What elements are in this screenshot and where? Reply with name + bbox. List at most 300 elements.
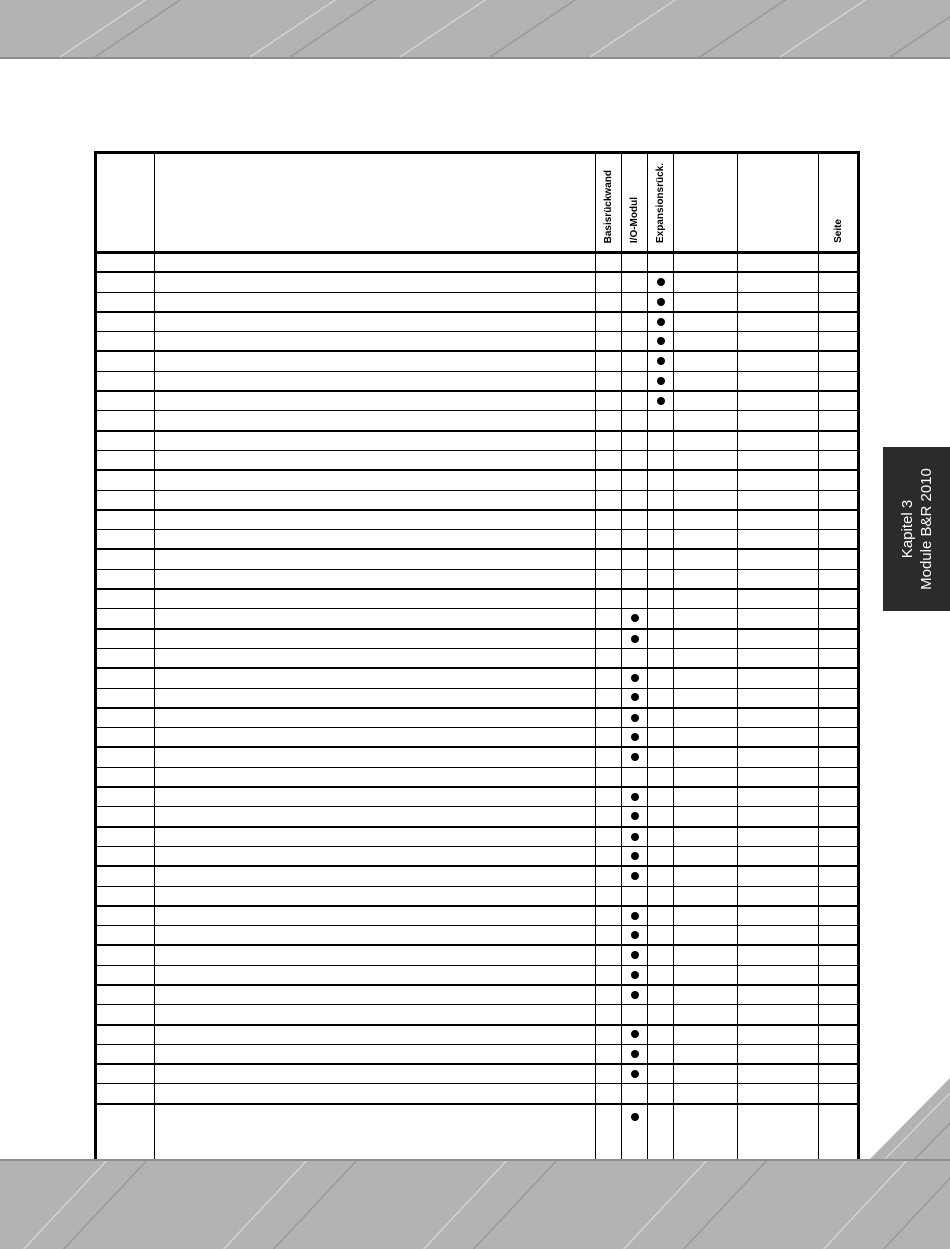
table-row — [96, 253, 859, 273]
cell-col-b — [738, 708, 819, 728]
table-row — [96, 1025, 859, 1045]
cell-col-b — [738, 827, 819, 847]
cell-seite — [819, 332, 859, 352]
cell-expansionsrueck — [648, 431, 674, 451]
cell-col-b — [738, 332, 819, 352]
header-code — [96, 153, 155, 253]
cell-seite — [819, 747, 859, 767]
cell-expansionsrueck — [648, 866, 674, 886]
cell-col-a — [674, 1005, 738, 1025]
cell-col-a — [674, 609, 738, 629]
cell-code — [96, 945, 155, 965]
cell-io-modul — [622, 688, 648, 708]
cell-col-a — [674, 371, 738, 391]
cell-basisrueckwand — [596, 351, 622, 371]
cell-expansionsrueck — [648, 1084, 674, 1104]
cell-code — [96, 1104, 155, 1166]
cell-description — [155, 926, 596, 946]
cell-io-modul — [622, 629, 648, 649]
cell-basisrueckwand — [596, 985, 622, 1005]
cell-seite — [819, 1005, 859, 1025]
cell-basisrueckwand — [596, 629, 622, 649]
table-row — [96, 549, 859, 569]
cell-basisrueckwand — [596, 490, 622, 510]
cell-basisrueckwand — [596, 411, 622, 431]
cell-seite — [819, 688, 859, 708]
table-row — [96, 332, 859, 352]
cell-code — [96, 767, 155, 787]
cell-code — [96, 530, 155, 550]
cell-io-modul — [622, 985, 648, 1005]
table-row — [96, 866, 859, 886]
cell-description — [155, 253, 596, 273]
cell-description — [155, 688, 596, 708]
cell-code — [96, 609, 155, 629]
cell-col-a — [674, 807, 738, 827]
cell-basisrueckwand — [596, 886, 622, 906]
footer-stripes — [0, 1161, 950, 1249]
cell-expansionsrueck — [648, 332, 674, 352]
footer-band — [0, 1159, 950, 1249]
table-row — [96, 965, 859, 985]
cell-col-b — [738, 866, 819, 886]
cell-col-b — [738, 767, 819, 787]
bullet-dot-icon — [631, 714, 639, 722]
cell-code — [96, 332, 155, 352]
cell-basisrueckwand — [596, 1005, 622, 1025]
table-row — [96, 708, 859, 728]
cell-col-a — [674, 431, 738, 451]
cell-seite — [819, 549, 859, 569]
bullet-dot-icon — [631, 614, 639, 622]
cell-code — [96, 510, 155, 530]
table-row — [96, 589, 859, 609]
cell-seite — [819, 253, 859, 273]
cell-code — [96, 272, 155, 292]
cell-col-a — [674, 728, 738, 748]
cell-expansionsrueck — [648, 807, 674, 827]
table-row — [96, 1044, 859, 1064]
cell-expansionsrueck — [648, 846, 674, 866]
cell-code — [96, 629, 155, 649]
cell-description — [155, 1084, 596, 1104]
cell-expansionsrueck — [648, 1064, 674, 1084]
table-row — [96, 292, 859, 312]
cell-code — [96, 846, 155, 866]
cell-seite — [819, 490, 859, 510]
cell-col-b — [738, 945, 819, 965]
chapter-tab[interactable] — [883, 447, 950, 611]
cell-seite — [819, 450, 859, 470]
cell-expansionsrueck — [648, 926, 674, 946]
cell-expansionsrueck — [648, 767, 674, 787]
cell-seite — [819, 629, 859, 649]
cell-col-b — [738, 292, 819, 312]
cell-description — [155, 510, 596, 530]
cell-basisrueckwand — [596, 530, 622, 550]
cell-expansionsrueck — [648, 411, 674, 431]
header-seite: Seite — [819, 153, 859, 253]
cell-io-modul — [622, 371, 648, 391]
cell-io-modul — [622, 807, 648, 827]
bullet-dot-icon — [631, 931, 639, 939]
bullet-dot-icon — [657, 337, 665, 345]
cell-basisrueckwand — [596, 609, 622, 629]
bullet-dot-icon — [631, 693, 639, 701]
bullet-dot-icon — [631, 635, 639, 643]
cell-col-a — [674, 1025, 738, 1045]
cell-seite — [819, 866, 859, 886]
cell-basisrueckwand — [596, 846, 622, 866]
cell-seite — [819, 668, 859, 688]
cell-seite — [819, 846, 859, 866]
cell-col-b — [738, 450, 819, 470]
cell-code — [96, 807, 155, 827]
cell-description — [155, 866, 596, 886]
cell-col-b — [738, 530, 819, 550]
cell-col-a — [674, 708, 738, 728]
cell-basisrueckwand — [596, 926, 622, 946]
cell-col-b — [738, 470, 819, 490]
cell-col-a — [674, 530, 738, 550]
cell-col-b — [738, 807, 819, 827]
cell-code — [96, 431, 155, 451]
bullet-dot-icon — [631, 971, 639, 979]
table-body — [96, 253, 859, 1166]
cell-col-a — [674, 668, 738, 688]
cell-expansionsrueck — [648, 312, 674, 332]
cell-basisrueckwand — [596, 807, 622, 827]
cell-io-modul — [622, 886, 648, 906]
table-row — [96, 827, 859, 847]
header-stripes — [0, 0, 950, 57]
cell-basisrueckwand — [596, 1044, 622, 1064]
table-row — [96, 787, 859, 807]
cell-col-a — [674, 351, 738, 371]
cell-io-modul — [622, 510, 648, 530]
cell-io-modul — [622, 351, 648, 371]
cell-code — [96, 965, 155, 985]
bullet-dot-icon — [631, 1050, 639, 1058]
cell-col-a — [674, 945, 738, 965]
cell-col-a — [674, 866, 738, 886]
cell-basisrueckwand — [596, 668, 622, 688]
cell-description — [155, 272, 596, 292]
cell-seite — [819, 827, 859, 847]
cell-seite — [819, 1084, 859, 1104]
cell-col-b — [738, 648, 819, 668]
cell-expansionsrueck — [648, 827, 674, 847]
cell-expansionsrueck — [648, 648, 674, 668]
cell-basisrueckwand — [596, 589, 622, 609]
table-row — [96, 629, 859, 649]
cell-col-a — [674, 1084, 738, 1104]
cell-col-b — [738, 629, 819, 649]
table-row — [96, 1084, 859, 1104]
bullet-dot-icon — [631, 674, 639, 682]
cell-code — [96, 688, 155, 708]
cell-expansionsrueck — [648, 272, 674, 292]
cell-basisrueckwand — [596, 272, 622, 292]
cell-description — [155, 292, 596, 312]
cell-io-modul — [622, 1005, 648, 1025]
cell-io-modul — [622, 391, 648, 411]
table-row — [96, 926, 859, 946]
cell-col-b — [738, 1104, 819, 1166]
cell-expansionsrueck — [648, 1104, 674, 1166]
cell-basisrueckwand — [596, 767, 622, 787]
cell-seite — [819, 965, 859, 985]
cell-col-a — [674, 1104, 738, 1166]
cell-description — [155, 767, 596, 787]
cell-col-a — [674, 767, 738, 787]
cell-description — [155, 708, 596, 728]
cell-io-modul — [622, 827, 648, 847]
cell-col-a — [674, 292, 738, 312]
cell-io-modul — [622, 1104, 648, 1166]
table-header-row — [96, 153, 859, 253]
cell-seite — [819, 1064, 859, 1084]
cell-expansionsrueck — [648, 747, 674, 767]
cell-code — [96, 569, 155, 589]
cell-io-modul — [622, 747, 648, 767]
cell-col-a — [674, 272, 738, 292]
cell-code — [96, 490, 155, 510]
cell-basisrueckwand — [596, 747, 622, 767]
cell-expansionsrueck — [648, 549, 674, 569]
cell-code — [96, 450, 155, 470]
cell-col-b — [738, 490, 819, 510]
cell-expansionsrueck — [648, 530, 674, 550]
cell-col-b — [738, 846, 819, 866]
table-row — [96, 371, 859, 391]
cell-basisrueckwand — [596, 332, 622, 352]
cell-basisrueckwand — [596, 1025, 622, 1045]
cell-basisrueckwand — [596, 253, 622, 273]
table-row — [96, 411, 859, 431]
table-row — [96, 391, 859, 411]
cell-io-modul — [622, 708, 648, 728]
cell-expansionsrueck — [648, 253, 674, 273]
table-row — [96, 272, 859, 292]
header-col-a — [674, 153, 738, 253]
cell-io-modul — [622, 1084, 648, 1104]
cell-expansionsrueck — [648, 906, 674, 926]
cell-seite — [819, 648, 859, 668]
cell-basisrueckwand — [596, 549, 622, 569]
cell-code — [96, 312, 155, 332]
cell-seite — [819, 272, 859, 292]
cell-code — [96, 1084, 155, 1104]
cell-seite — [819, 787, 859, 807]
cell-io-modul — [622, 846, 648, 866]
cell-description — [155, 827, 596, 847]
table-row — [96, 668, 859, 688]
table-row — [96, 450, 859, 470]
cell-basisrueckwand — [596, 1064, 622, 1084]
cell-io-modul — [622, 1044, 648, 1064]
cell-description — [155, 609, 596, 629]
cell-col-b — [738, 391, 819, 411]
table-row — [96, 767, 859, 787]
cell-expansionsrueck — [648, 629, 674, 649]
cell-description — [155, 886, 596, 906]
cell-code — [96, 866, 155, 886]
cell-seite — [819, 886, 859, 906]
cell-io-modul — [622, 530, 648, 550]
cell-io-modul — [622, 272, 648, 292]
cell-code — [96, 648, 155, 668]
cell-col-b — [738, 312, 819, 332]
table-row — [96, 886, 859, 906]
table-row — [96, 351, 859, 371]
cell-seite — [819, 391, 859, 411]
cell-expansionsrueck — [648, 945, 674, 965]
cell-expansionsrueck — [648, 351, 674, 371]
cell-code — [96, 747, 155, 767]
cell-seite — [819, 985, 859, 1005]
bullet-dot-icon — [631, 872, 639, 880]
cell-expansionsrueck — [648, 1005, 674, 1025]
cell-col-a — [674, 965, 738, 985]
cell-col-a — [674, 510, 738, 530]
cell-col-b — [738, 431, 819, 451]
cell-seite — [819, 569, 859, 589]
table-row — [96, 431, 859, 451]
cell-basisrueckwand — [596, 688, 622, 708]
cell-col-b — [738, 371, 819, 391]
cell-col-b — [738, 272, 819, 292]
bullet-dot-icon — [631, 991, 639, 999]
cell-io-modul — [622, 589, 648, 609]
table-row — [96, 728, 859, 748]
cell-col-a — [674, 688, 738, 708]
cell-io-modul — [622, 787, 648, 807]
cell-code — [96, 253, 155, 273]
table-row — [96, 1104, 859, 1166]
cell-description — [155, 846, 596, 866]
cell-seite — [819, 411, 859, 431]
cell-seite — [819, 431, 859, 451]
cell-col-a — [674, 886, 738, 906]
cell-expansionsrueck — [648, 490, 674, 510]
cell-description — [155, 530, 596, 550]
cell-basisrueckwand — [596, 1104, 622, 1166]
table-row — [96, 945, 859, 965]
bullet-dot-icon — [631, 793, 639, 801]
table-row — [96, 1064, 859, 1084]
cell-code — [96, 549, 155, 569]
cell-description — [155, 371, 596, 391]
cell-basisrueckwand — [596, 965, 622, 985]
cell-io-modul — [622, 490, 648, 510]
cell-seite — [819, 371, 859, 391]
cell-col-b — [738, 1044, 819, 1064]
cell-code — [96, 827, 155, 847]
cell-col-a — [674, 747, 738, 767]
cell-io-modul — [622, 332, 648, 352]
cell-code — [96, 470, 155, 490]
cell-col-a — [674, 490, 738, 510]
cell-col-a — [674, 906, 738, 926]
bullet-dot-icon — [657, 298, 665, 306]
table-row — [96, 846, 859, 866]
cell-seite — [819, 1025, 859, 1045]
cell-col-a — [674, 589, 738, 609]
table-row — [96, 985, 859, 1005]
cell-seite — [819, 926, 859, 946]
cell-col-a — [674, 470, 738, 490]
cell-seite — [819, 1044, 859, 1064]
cell-code — [96, 787, 155, 807]
cell-col-a — [674, 985, 738, 1005]
cell-code — [96, 728, 155, 748]
cell-expansionsrueck — [648, 391, 674, 411]
cell-col-b — [738, 985, 819, 1005]
cell-description — [155, 1104, 596, 1166]
cell-basisrueckwand — [596, 312, 622, 332]
cell-seite — [819, 292, 859, 312]
cell-col-b — [738, 906, 819, 926]
header-basisrueckwand: Basisrückwand — [596, 153, 622, 253]
cell-io-modul — [622, 945, 648, 965]
cell-code — [96, 411, 155, 431]
cell-io-modul — [622, 728, 648, 748]
cell-expansionsrueck — [648, 470, 674, 490]
cell-description — [155, 490, 596, 510]
cell-code — [96, 351, 155, 371]
cell-description — [155, 629, 596, 649]
chapter-title: Module B&R 2010 — [917, 468, 935, 590]
cell-seite — [819, 312, 859, 332]
cell-description — [155, 470, 596, 490]
cell-basisrueckwand — [596, 945, 622, 965]
bullet-dot-icon — [631, 833, 639, 841]
table-row — [96, 530, 859, 550]
bullet-dot-icon — [657, 318, 665, 326]
cell-description — [155, 668, 596, 688]
bullet-dot-icon — [657, 397, 665, 405]
cell-description — [155, 945, 596, 965]
table-row — [96, 490, 859, 510]
bullet-dot-icon — [657, 357, 665, 365]
cell-basisrueckwand — [596, 470, 622, 490]
cell-col-b — [738, 886, 819, 906]
cell-col-a — [674, 787, 738, 807]
cell-col-b — [738, 351, 819, 371]
cell-col-a — [674, 253, 738, 273]
cell-col-a — [674, 648, 738, 668]
cell-seite — [819, 767, 859, 787]
cell-io-modul — [622, 292, 648, 312]
bullet-dot-icon — [631, 1070, 639, 1078]
cell-io-modul — [622, 1025, 648, 1045]
bullet-dot-icon — [631, 912, 639, 920]
table-row — [96, 470, 859, 490]
cell-description — [155, 589, 596, 609]
cell-io-modul — [622, 411, 648, 431]
cell-basisrueckwand — [596, 569, 622, 589]
cell-col-b — [738, 1084, 819, 1104]
cell-seite — [819, 530, 859, 550]
cell-description — [155, 728, 596, 748]
cell-io-modul — [622, 609, 648, 629]
cell-col-a — [674, 846, 738, 866]
cell-col-b — [738, 1005, 819, 1025]
cell-basisrueckwand — [596, 728, 622, 748]
header-col-b — [738, 153, 819, 253]
cell-description — [155, 807, 596, 827]
